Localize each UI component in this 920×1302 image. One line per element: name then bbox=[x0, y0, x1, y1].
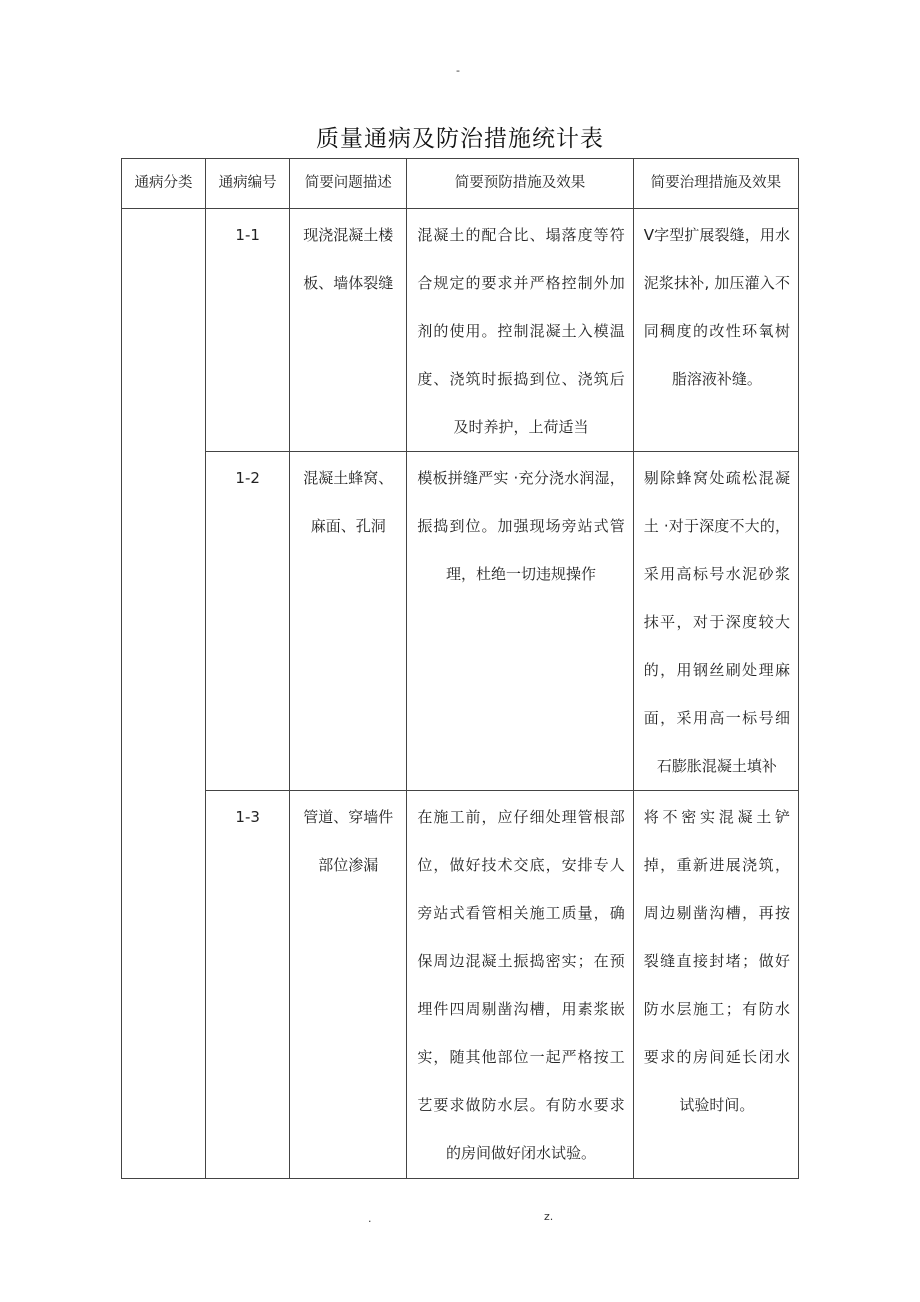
defect-id: 1-1 bbox=[206, 209, 290, 452]
defect-description: 管道、穿墙件部位渗漏 bbox=[290, 791, 407, 1179]
prevention-measures: 在施工前，应仔细处理管根部位，做好技术交底，安排专人旁站式看管相关施工质量，确保周边混凝土振捣密实；在预埋件四周剔凿沟槽，用素浆嵌实，随其他部位一起严格按工艺要求做防水层。有防水要求的房间做好闭水试验。 bbox=[407, 791, 633, 1179]
header-id: 通病编号 bbox=[206, 159, 290, 209]
defect-description: 现浇混凝土楼板、墙体裂缝 bbox=[290, 209, 407, 452]
header-description: 简要问题描述 bbox=[290, 159, 407, 209]
prevention-measures: 混凝土的配合比、塌落度等符合规定的要求并严格控制外加剂的使用。控制混凝土入模温度、浇筑时振捣到位、浇筑后及时养护，上荷适当 bbox=[407, 209, 633, 452]
page-title: 质量通病及防治措施统计表 bbox=[316, 126, 604, 152]
header-prevention: 简要预防措施及效果 bbox=[407, 159, 633, 209]
treatment-measures: 剔除蜂窝处疏松混凝土 ·对于深度不大的，采用高标号水泥砂浆抹平，对于深度较大的，用钢丝刷处理麻面，采用高一标号细石膨胀混凝土填补 bbox=[633, 452, 798, 791]
table-row bbox=[122, 791, 799, 1179]
defect-description: 混凝土蜂窝、麻面、孔洞 bbox=[290, 452, 407, 791]
header-category: 通病分类 bbox=[122, 159, 206, 209]
treatment-measures: V字型扩展裂缝，用水泥浆抹补, 加压灌入不同稠度的改性环氧树脂溶液补缝。 bbox=[633, 209, 798, 452]
table-header-row bbox=[122, 159, 799, 209]
table-row bbox=[122, 452, 799, 791]
defect-id: 1-3 bbox=[206, 791, 290, 1179]
category-cell bbox=[122, 209, 206, 1179]
defect-id: 1-2 bbox=[206, 452, 290, 791]
defects-table bbox=[121, 158, 799, 1179]
treatment-measures: 将不密实混凝土铲掉，重新进展浇筑，周边剔凿沟槽，再按裂缝直接封堵；做好防水层施工；有防水要求的房间延长闭水试验时间。 bbox=[633, 791, 798, 1179]
prevention-measures: 模板拼缝严实 ·充分浇水润湿，振捣到位。加强现场旁站式管理，杜绝一切违规操作 bbox=[407, 452, 633, 791]
footer-right-mark: z. bbox=[544, 1210, 554, 1223]
header-marker: - bbox=[456, 64, 460, 77]
table-row bbox=[122, 209, 799, 452]
header-treatment: 简要治理措施及效果 bbox=[633, 159, 798, 209]
footer-left-mark: . bbox=[368, 1212, 372, 1225]
